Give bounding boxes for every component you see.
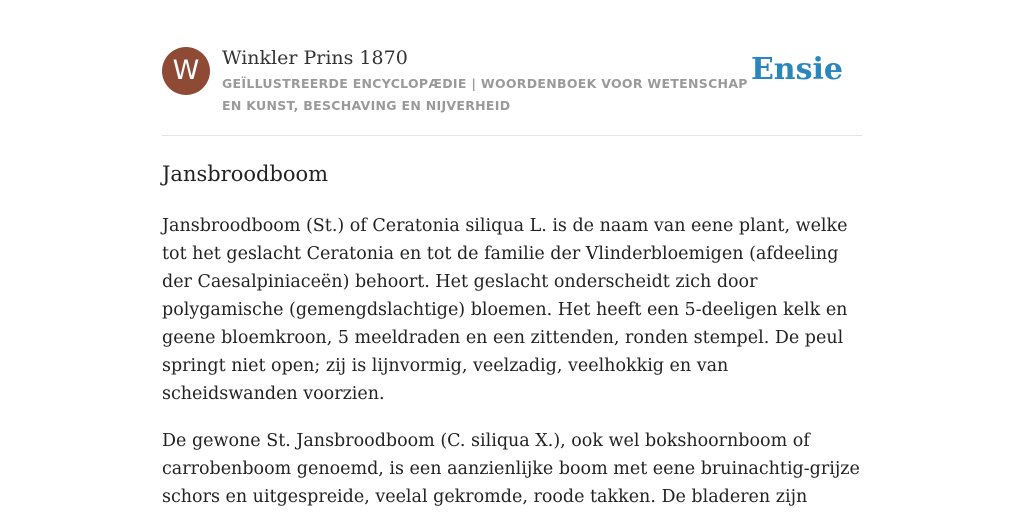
source-avatar[interactable]: W [162,47,210,95]
source-title-link[interactable]: Winkler Prins 1870 [222,47,408,69]
header-divider [162,135,862,136]
source-header [162,45,862,135]
article-body [162,212,862,512]
article-paragraph: De gewone St. Jansbroodboom (C. siliqua X.), ook wel bokshoornboom of carrobenboom genoemd, is een aanzienlijke boom met eene bruinachtig-grijze schors en uitgespreide, veelal gekromde, roode takken. De bladeren zijn [162,431,860,507]
ensie-logo[interactable]: Ensie [750,52,843,87]
article-paragraph: Jansbroodboom (St.) of Ceratonia siliqua L. is de naam van eene plant, welke tot het geslacht Ceratonia en tot de familie der Vlinderbloemigen (afdeeling der Caesalpiniaceën) behoort. Het geslacht onderscheidt zich door polygamische (gemengdslachtige) bloemen. Het heeft een 5-deeligen kelk en geene bloemkroon, 5 meeldraden en een zittenden, ronden stempel. De peul springt niet open; zij is lijnvormig, veelzadig, veelhokkig en van scheidswanden voorzien. [162,216,848,404]
article-title: Jansbroodboom [162,162,329,186]
source-subtitle: GEÏLLUSTREERDE ENCYCLOPÆDIE | WOORDENBOEK VOOR WETENSCHAP EN KUNST, BESCHAVING EN NIJVERHEID [222,76,748,113]
